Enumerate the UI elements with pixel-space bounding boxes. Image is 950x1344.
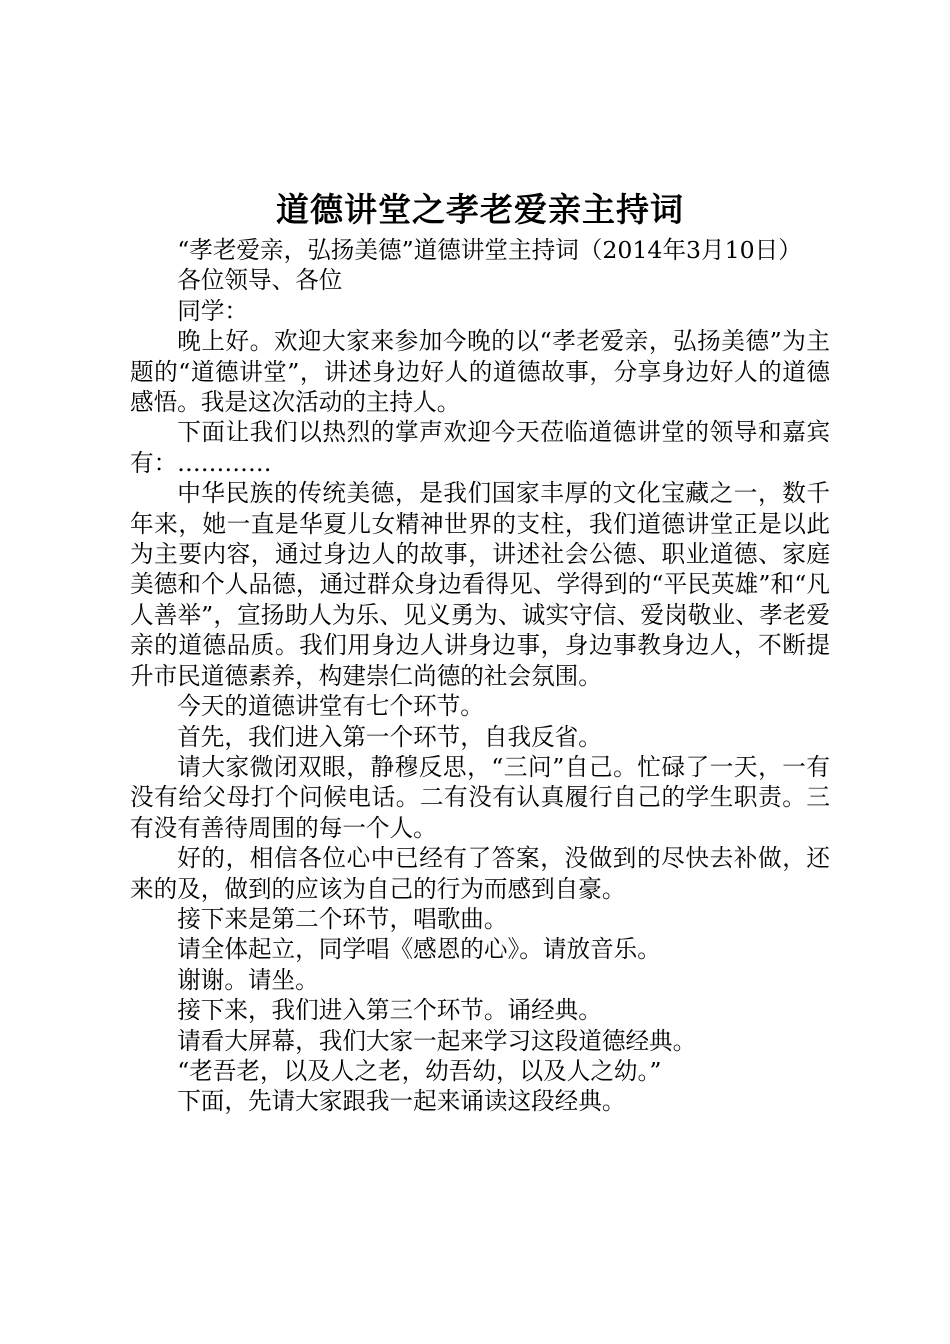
paragraph-intro-heading: “孝老爱亲，弘扬美德”道德讲堂主持词（2014年3月10日） <box>177 236 802 264</box>
paragraph-reflection: 请大家微闭双眼，静穆反思，“三问”自己。忙碌了一天，一有没有给父母打个问候电话。二有没有认真履行自己的学生职责。三有没有善待周围的每一个人。 <box>130 752 830 842</box>
paragraph-guests: 下面让我们以热烈的掌声欢迎今天莅临道德讲堂的领导和嘉宾有：………… <box>130 418 830 477</box>
paragraph-song: 请全体起立，同学唱《感恩的心》。请放音乐。 <box>177 935 661 964</box>
document-title: 道德讲堂之孝老爱亲主持词 <box>276 190 684 229</box>
paragraph-step-two: 接下来是第二个环节，唱歌曲。 <box>177 904 508 933</box>
paragraph-seven-steps: 今天的道德讲堂有七个环节。 <box>177 692 484 721</box>
paragraph-thanks: 谢谢。请坐。 <box>177 965 319 994</box>
paragraph-step-one: 首先，我们进入第一个环节，自我反省。 <box>177 722 602 751</box>
paragraph-recite: 下面，先请大家跟我一起来诵读这段经典。 <box>177 1087 626 1116</box>
document-page <box>130 186 830 1117</box>
paragraph-classic-quote: “老吾老，以及人之老，幼吾幼，以及人之幼。” <box>177 1056 662 1085</box>
paragraph-greeting-students: 同学： <box>177 296 248 325</box>
paragraph-screen: 请看大屏幕，我们大家一起来学习这段道德经典。 <box>177 1026 697 1055</box>
paragraph-step-three: 接下来，我们进入第三个环节。诵经典。 <box>177 996 602 1025</box>
paragraph-tradition: 中华民族的传统美德，是我们国家丰厚的文化宝藏之一，数千年来，她一直是华夏儿女精神世界的支柱，我们道德讲堂正是以此为主要内容，通过身边人的故事，讲述社会公德、职业道德、家庭美德和个人品德，通过群众身边看得见、学得到的“平民英雄”和“凡人善举”，宣扬助人为乐、见义勇为、诚实守信、爱岗敬业、孝老爱亲的道德品质。我们用身边人讲身边事，身边事教身边人，不断提升市民道德素养，构建崇仁尚德的社会氛围。 <box>130 479 830 690</box>
paragraph-greeting-leaders: 各位领导、各位 <box>177 266 343 295</box>
paragraph-answer: 好的，相信各位心中已经有了答案，没做到的尽快去补做，还来的及，做到的应该为自己的行为而感到自豪。 <box>130 844 830 903</box>
paragraph-welcome: 晚上好。欢迎大家来参加今晚的以“孝老爱亲，弘扬美德”为主题的“道德讲堂”，讲述身边好人的道德故事，分享身边好人的道德感悟。我是这次活动的主持人。 <box>130 327 830 417</box>
